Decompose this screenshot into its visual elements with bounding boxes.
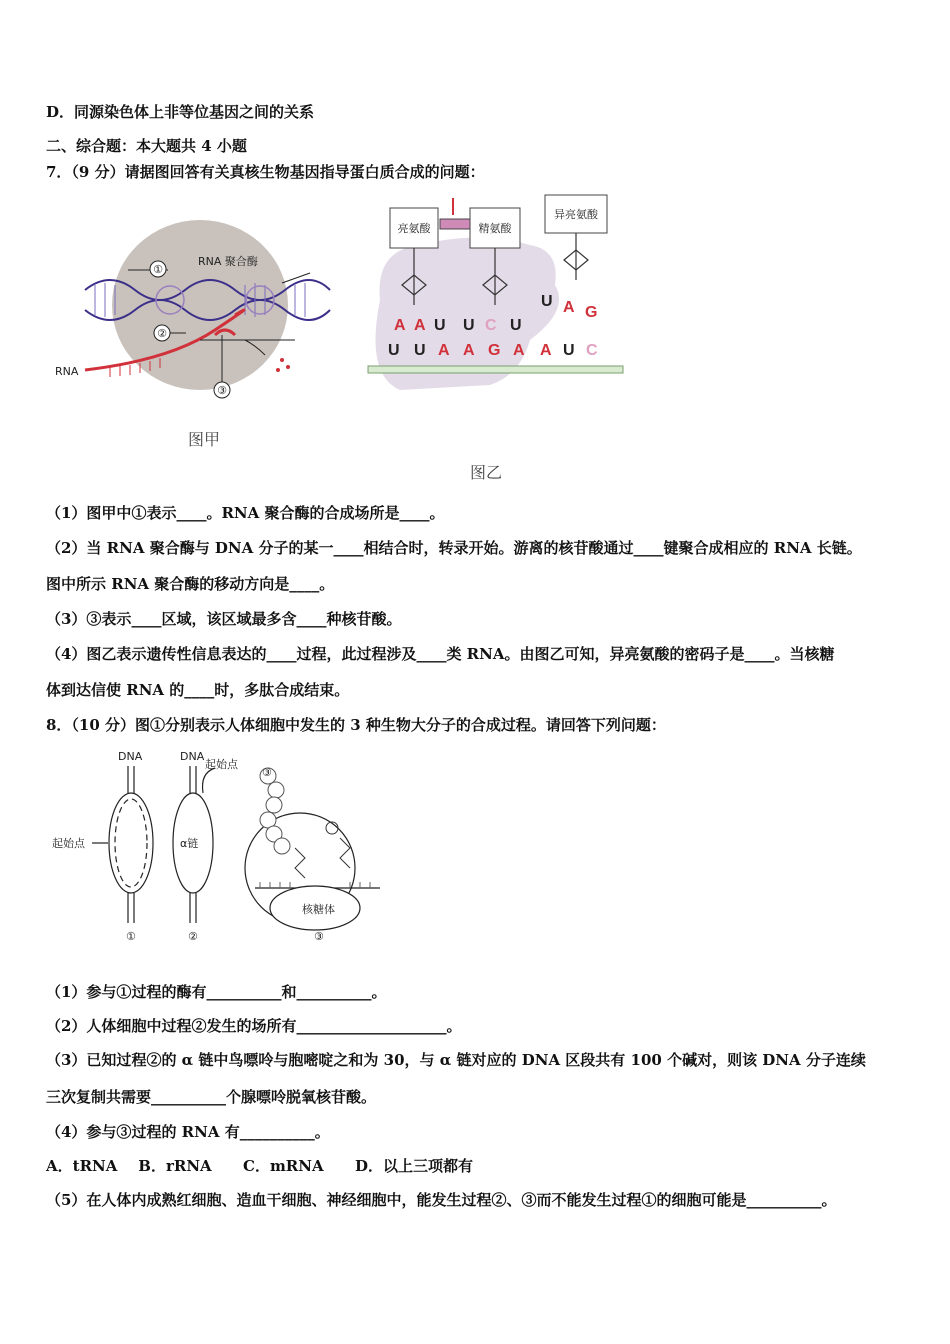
anticodon-1-b: A <box>414 317 426 334</box>
fig-jia-caption: 图甲 <box>188 430 221 449</box>
fig-jia-mark-3: ③ <box>217 384 227 397</box>
q8-origin-top: 起始点 <box>205 758 238 771</box>
rna-polymerase-label: RNA 聚合酶 <box>198 255 258 268</box>
mrna-base-1: U <box>388 342 400 359</box>
q8-label-3: ③ <box>314 930 324 943</box>
fig-yi-caption: 图乙 <box>470 463 503 482</box>
q7-part-3: （3）③表示____区域，该区域最多含____种核苷酸。 <box>46 610 402 628</box>
anticodon-3-a: U <box>541 293 553 310</box>
q7-stem: 7．（9 分）请据图回答有关真核生物基因指导蛋白质合成的问题： <box>46 163 485 181</box>
q7-part-2b: 图中所示 RNA 聚合酶的移动方向是____。 <box>46 575 335 593</box>
mrna-base-8: U <box>563 342 575 359</box>
q8-dna-label-2: DNA <box>180 750 205 763</box>
section-heading: 二、综合题：本大题共 4 小题 <box>46 137 247 155</box>
mrna-base-5: G <box>488 342 501 359</box>
anticodon-3-b: A <box>563 299 575 316</box>
q8-part-2: （2）人体细胞中过程②发生的场所有____________________。 <box>46 1017 462 1035</box>
q8-part-1: （1）参与①过程的酶有__________和__________。 <box>46 983 387 1001</box>
anticodon-2-a: U <box>463 317 475 334</box>
q8-dna-label-1: DNA <box>118 750 143 763</box>
mrna-base-7: A <box>540 342 552 359</box>
fig-jia-mark-1: ① <box>153 263 163 276</box>
q8-alpha-chain: α链 <box>180 837 199 850</box>
mrna-base-3: A <box>438 342 450 359</box>
q7-part-1: （1）图甲中①表示____。RNA 聚合酶的合成场所是____。 <box>46 504 445 522</box>
mrna-base-4: A <box>463 342 475 359</box>
q7-part-4a: （4）图乙表示遗传性信息表达的____过程，此过程涉及____类 RNA。由图乙可知，异亮氨酸的密码子是____。当核糖 <box>46 645 835 663</box>
q7-part-2a: （2）当 RNA 聚合酶与 DNA 分子的某一____相结合时，转录开始。游离的核苷酸通过____键聚合成相应的 RNA 长链。 <box>46 539 862 557</box>
mrna-base-6: A <box>513 342 525 359</box>
q8-origin-left: 起始点 <box>52 837 85 850</box>
q8-part-3a: （3）已知过程②的 α 链中鸟嘌呤与胞嘧啶之和为 30，与 α 链对应的 DNA 区段共有 100 个碱对，则该 DNA 分子连续 <box>46 1051 866 1069</box>
figure-jia <box>50 205 340 450</box>
anticodon-2-c: U <box>510 317 522 334</box>
anticodon-1-c: U <box>434 317 446 334</box>
figure-yi <box>360 190 640 420</box>
option-d: D．同源染色体上非等位基因之间的关系 <box>46 103 315 121</box>
anticodon-3-c: G <box>585 304 598 321</box>
q8-label-1: ① <box>126 930 136 943</box>
anticodon-1-a: A <box>394 317 406 334</box>
anticodon-2-b: C <box>485 317 497 334</box>
q8-label-2: ② <box>188 930 198 943</box>
q8-stem: 8．（10 分）图①分别表示人体细胞中发生的 3 种生物大分子的合成过程。请回答下列问题： <box>46 716 666 734</box>
q8-part-4: （4）参与③过程的 RNA 有__________。 <box>46 1123 330 1141</box>
aa-arginine: 精氨酸 <box>478 222 512 235</box>
figure-q8 <box>50 748 400 948</box>
mrna-base-9: C <box>586 342 598 359</box>
aa-isoleucine: 异亮氨酸 <box>554 208 598 221</box>
mrna-strand <box>368 366 623 373</box>
rna-label: RNA <box>55 365 79 378</box>
q8-part-5: （5）在人体内成熟红细胞、造血干细胞、神经细胞中，能发生过程②、③而不能发生过程①的细胞可能是__________。 <box>46 1191 837 1209</box>
q8-label-3-top: ③ <box>262 766 272 779</box>
nucleus-blob <box>112 220 288 390</box>
aa-leucine: 亮氨酸 <box>397 222 431 235</box>
q8-ribosome: 核糖体 <box>302 903 335 916</box>
q8-part-3b: 三次复制共需要__________个腺嘌呤脱氧核苷酸。 <box>46 1088 377 1106</box>
q7-part-4b: 体到达信使 RNA 的____时，多肽合成结束。 <box>46 681 350 699</box>
q8-part-4-options: A．tRNA B．rRNA C．mRNA D．以上三项都有 <box>46 1157 473 1175</box>
mrna-base-2: U <box>414 342 426 359</box>
fig-jia-mark-2: ② <box>157 327 167 340</box>
